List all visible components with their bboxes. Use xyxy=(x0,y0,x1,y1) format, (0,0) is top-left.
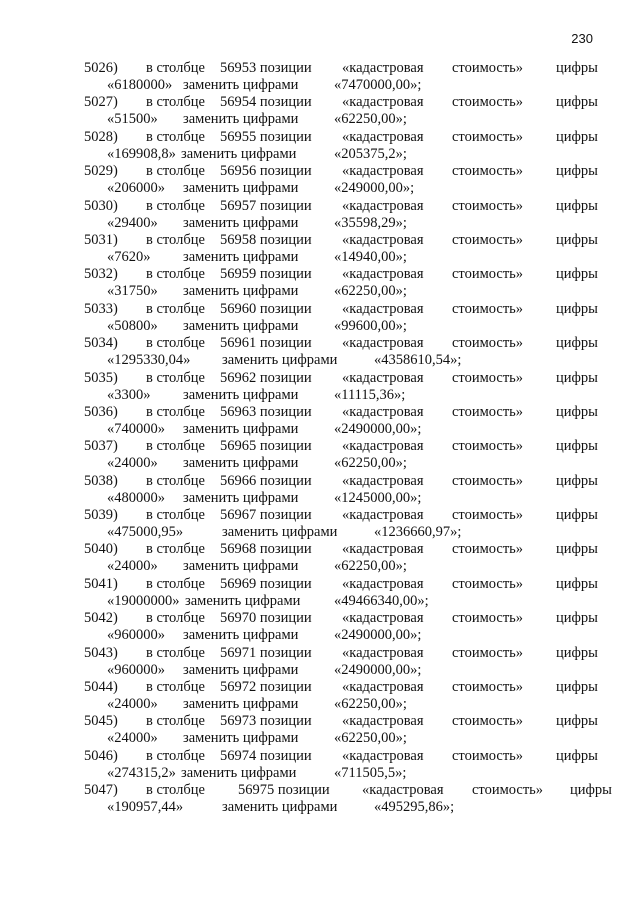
stoimost-text: стоимость» xyxy=(452,610,524,627)
position-text: 56962 позиции xyxy=(220,369,312,386)
replace-text: заменить цифрами xyxy=(185,592,301,609)
replace-text: заменить цифрами xyxy=(183,558,299,575)
amendment-entry xyxy=(0,679,640,713)
stoimost-text: стоимость» xyxy=(452,300,524,317)
old-value: «190957,44» xyxy=(107,799,184,816)
entry-number: 5034) xyxy=(84,335,118,352)
cifry-text: цифры xyxy=(556,472,598,489)
replace-text: заменить цифрами xyxy=(181,764,297,781)
entry-number: 5042) xyxy=(84,610,118,627)
position-text: 56967 позиции xyxy=(220,507,312,524)
kadastrovaya-text: «кадастровая xyxy=(342,266,424,283)
cifry-text: цифры xyxy=(570,782,612,799)
in-column-text: в столбце xyxy=(146,644,205,661)
stoimost-text: стоимость» xyxy=(452,644,524,661)
stoimost-text: стоимость» xyxy=(452,369,524,386)
old-value: «50800» xyxy=(107,317,158,334)
cifry-text: цифры xyxy=(556,94,598,111)
cifry-text: цифры xyxy=(556,369,598,386)
in-column-text: в столбце xyxy=(146,197,205,214)
cifry-text: цифры xyxy=(556,300,598,317)
entry-number: 5033) xyxy=(84,300,118,317)
cifry-text: цифры xyxy=(556,60,598,76)
in-column-text: в столбце xyxy=(146,369,205,386)
amendment-entry xyxy=(0,473,640,507)
stoimost-text: стоимость» xyxy=(452,507,524,524)
in-column-text: в столбце xyxy=(146,782,205,799)
entry-number: 5041) xyxy=(84,575,118,592)
old-value: «24000» xyxy=(107,455,158,472)
cifry-text: цифры xyxy=(556,163,598,180)
cifry-text: цифры xyxy=(556,679,598,696)
amendment-entry xyxy=(0,404,640,438)
in-column-text: в столбце xyxy=(146,266,205,283)
kadastrovaya-text: «кадастровая xyxy=(342,300,424,317)
amendment-entry xyxy=(0,645,640,679)
kadastrovaya-text: «кадастровая xyxy=(342,507,424,524)
entry-number: 5045) xyxy=(84,713,118,730)
kadastrovaya-text: «кадастровая xyxy=(342,231,424,248)
amendment-entry xyxy=(0,370,640,404)
amendment-list xyxy=(0,60,640,817)
kadastrovaya-text: «кадастровая xyxy=(342,403,424,420)
old-value: «3300» xyxy=(107,386,151,403)
new-value: «2490000,00»; xyxy=(334,420,422,437)
old-value: «960000» xyxy=(107,627,165,644)
new-value: «49466340,00»; xyxy=(334,592,429,609)
old-value: «7620» xyxy=(107,248,151,265)
kadastrovaya-text: «кадастровая xyxy=(342,679,424,696)
amendment-entry xyxy=(0,129,640,163)
new-value: «4358610,54»; xyxy=(374,352,462,369)
amendment-entry xyxy=(0,438,640,472)
replace-text: заменить цифрами xyxy=(222,524,338,541)
position-text: 56958 позиции xyxy=(220,231,312,248)
entry-number: 5027) xyxy=(84,94,118,111)
cifry-text: цифры xyxy=(556,541,598,558)
position-text: 56968 позиции xyxy=(220,541,312,558)
replace-text: заменить цифрами xyxy=(181,145,297,162)
old-value: «24000» xyxy=(107,730,158,747)
page-number: 230 xyxy=(571,31,593,46)
in-column-text: в столбце xyxy=(146,94,205,111)
position-text: 56975 позиции xyxy=(238,782,330,799)
old-value: «480000» xyxy=(107,489,165,506)
old-value: «6180000» xyxy=(107,77,173,93)
kadastrovaya-text: «кадастровая xyxy=(342,472,424,489)
replace-text: заменить цифрами xyxy=(183,627,299,644)
old-value: «29400» xyxy=(107,214,158,231)
new-value: «2490000,00»; xyxy=(334,661,422,678)
amendment-entry xyxy=(0,163,640,197)
replace-text: заменить цифрами xyxy=(183,386,299,403)
amendment-entry xyxy=(0,266,640,300)
stoimost-text: стоимость» xyxy=(452,163,524,180)
new-value: «711505,5»; xyxy=(334,764,407,781)
cifry-text: цифры xyxy=(556,644,598,661)
in-column-text: в столбце xyxy=(146,335,205,352)
replace-text: заменить цифрами xyxy=(183,455,299,472)
entry-number: 5039) xyxy=(84,507,118,524)
stoimost-text: стоимость» xyxy=(452,575,524,592)
kadastrovaya-text: «кадастровая xyxy=(342,94,424,111)
entry-number: 5031) xyxy=(84,231,118,248)
kadastrovaya-text: «кадастровая xyxy=(342,335,424,352)
in-column-text: в столбце xyxy=(146,163,205,180)
entry-number: 5044) xyxy=(84,679,118,696)
replace-text: заменить цифрами xyxy=(183,730,299,747)
entry-number: 5047) xyxy=(84,782,118,799)
stoimost-text: стоимость» xyxy=(452,335,524,352)
cifry-text: цифры xyxy=(556,335,598,352)
stoimost-text: стоимость» xyxy=(452,266,524,283)
new-value: «62250,00»; xyxy=(334,455,407,472)
kadastrovaya-text: «кадастровая xyxy=(342,197,424,214)
amendment-entry xyxy=(0,541,640,575)
amendment-entry xyxy=(0,94,640,128)
amendment-entry xyxy=(0,713,640,747)
new-value: «99600,00»; xyxy=(334,317,407,334)
in-column-text: в столбце xyxy=(146,438,205,455)
cifry-text: цифры xyxy=(556,128,598,145)
new-value: «7470000,00»; xyxy=(334,77,422,93)
position-text: 56957 позиции xyxy=(220,197,312,214)
cifry-text: цифры xyxy=(556,507,598,524)
old-value: «51500» xyxy=(107,111,158,128)
amendment-entry xyxy=(0,782,640,816)
replace-text: заменить цифрами xyxy=(183,489,299,506)
in-column-text: в столбце xyxy=(146,747,205,764)
stoimost-text: стоимость» xyxy=(472,782,544,799)
cifry-text: цифры xyxy=(556,197,598,214)
old-value: «740000» xyxy=(107,420,165,437)
cifry-text: цифры xyxy=(556,438,598,455)
old-value: «24000» xyxy=(107,696,158,713)
old-value: «24000» xyxy=(107,558,158,575)
cifry-text: цифры xyxy=(556,713,598,730)
old-value: «960000» xyxy=(107,661,165,678)
in-column-text: в столбце xyxy=(146,610,205,627)
in-column-text: в столбце xyxy=(146,472,205,489)
new-value: «62250,00»; xyxy=(334,283,407,300)
cifry-text: цифры xyxy=(556,747,598,764)
in-column-text: в столбце xyxy=(146,60,205,76)
replace-text: заменить цифрами xyxy=(222,352,338,369)
position-text: 56953 позиции xyxy=(220,60,312,76)
kadastrovaya-text: «кадастровая xyxy=(342,610,424,627)
new-value: «11115,36»; xyxy=(334,386,406,403)
kadastrovaya-text: «кадастровая xyxy=(342,163,424,180)
amendment-entry xyxy=(0,748,640,782)
new-value: «62250,00»; xyxy=(334,730,407,747)
cifry-text: цифры xyxy=(556,610,598,627)
stoimost-text: стоимость» xyxy=(452,747,524,764)
entry-number: 5029) xyxy=(84,163,118,180)
cifry-text: цифры xyxy=(556,575,598,592)
kadastrovaya-text: «кадастровая xyxy=(342,541,424,558)
stoimost-text: стоимость» xyxy=(452,472,524,489)
kadastrovaya-text: «кадастровая xyxy=(342,438,424,455)
kadastrovaya-text: «кадастровая xyxy=(342,60,424,76)
position-text: 56963 позиции xyxy=(220,403,312,420)
kadastrovaya-text: «кадастровая xyxy=(342,128,424,145)
in-column-text: в столбце xyxy=(146,300,205,317)
stoimost-text: стоимость» xyxy=(452,713,524,730)
entry-number: 5030) xyxy=(84,197,118,214)
new-value: «205375,2»; xyxy=(334,145,407,162)
kadastrovaya-text: «кадастровая xyxy=(342,644,424,661)
entry-number: 5043) xyxy=(84,644,118,661)
entry-number: 5038) xyxy=(84,472,118,489)
entry-number: 5032) xyxy=(84,266,118,283)
position-text: 56955 позиции xyxy=(220,128,312,145)
cifry-text: цифры xyxy=(556,403,598,420)
entry-number: 5046) xyxy=(84,747,118,764)
stoimost-text: стоимость» xyxy=(452,679,524,696)
old-value: «19000000» xyxy=(107,592,180,609)
old-value: «475000,95» xyxy=(107,524,184,541)
old-value: «169908,8» xyxy=(107,145,176,162)
position-text: 56973 позиции xyxy=(220,713,312,730)
replace-text: заменить цифрами xyxy=(183,317,299,334)
position-text: 56960 позиции xyxy=(220,300,312,317)
new-value: «1236660,97»; xyxy=(374,524,462,541)
amendment-entry xyxy=(0,335,640,369)
in-column-text: в столбце xyxy=(146,713,205,730)
cifry-text: цифры xyxy=(556,266,598,283)
old-value: «31750» xyxy=(107,283,158,300)
replace-text: заменить цифрами xyxy=(183,214,299,231)
entry-number: 5026) xyxy=(84,60,118,76)
new-value: «62250,00»; xyxy=(334,696,407,713)
kadastrovaya-text: «кадастровая xyxy=(342,747,424,764)
replace-text: заменить цифрами xyxy=(183,77,299,93)
amendment-entry xyxy=(0,232,640,266)
amendment-entry xyxy=(0,198,640,232)
in-column-text: в столбце xyxy=(146,575,205,592)
new-value: «495295,86»; xyxy=(374,799,455,816)
in-column-text: в столбце xyxy=(146,507,205,524)
replace-text: заменить цифрами xyxy=(183,180,299,197)
new-value: «62250,00»; xyxy=(334,558,407,575)
in-column-text: в столбце xyxy=(146,541,205,558)
amendment-entry xyxy=(0,301,640,335)
position-text: 56959 позиции xyxy=(220,266,312,283)
amendment-entry xyxy=(0,610,640,644)
in-column-text: в столбце xyxy=(146,231,205,248)
position-text: 56971 позиции xyxy=(220,644,312,661)
entry-number: 5035) xyxy=(84,369,118,386)
stoimost-text: стоимость» xyxy=(452,403,524,420)
position-text: 56974 позиции xyxy=(220,747,312,764)
entry-number: 5028) xyxy=(84,128,118,145)
kadastrovaya-text: «кадастровая xyxy=(342,713,424,730)
kadastrovaya-text: «кадастровая xyxy=(342,575,424,592)
position-text: 56966 позиции xyxy=(220,472,312,489)
replace-text: заменить цифрами xyxy=(183,696,299,713)
new-value: «249000,00»; xyxy=(334,180,415,197)
amendment-entry xyxy=(0,60,640,94)
new-value: «62250,00»; xyxy=(334,111,407,128)
new-value: «35598,29»; xyxy=(334,214,407,231)
cifry-text: цифры xyxy=(556,231,598,248)
old-value: «274315,2» xyxy=(107,764,176,781)
in-column-text: в столбце xyxy=(146,403,205,420)
replace-text: заменить цифрами xyxy=(183,420,299,437)
replace-text: заменить цифрами xyxy=(183,248,299,265)
replace-text: заменить цифрами xyxy=(222,799,338,816)
stoimost-text: стоимость» xyxy=(452,197,524,214)
entry-number: 5036) xyxy=(84,403,118,420)
position-text: 56956 позиции xyxy=(220,163,312,180)
replace-text: заменить цифрами xyxy=(183,661,299,678)
stoimost-text: стоимость» xyxy=(452,128,524,145)
new-value: «1245000,00»; xyxy=(334,489,422,506)
stoimost-text: стоимость» xyxy=(452,94,524,111)
kadastrovaya-text: «кадастровая xyxy=(342,369,424,386)
replace-text: заменить цифрами xyxy=(183,283,299,300)
stoimost-text: стоимость» xyxy=(452,438,524,455)
stoimost-text: стоимость» xyxy=(452,231,524,248)
entry-number: 5037) xyxy=(84,438,118,455)
position-text: 56961 позиции xyxy=(220,335,312,352)
kadastrovaya-text: «кадастровая xyxy=(362,782,444,799)
new-value: «2490000,00»; xyxy=(334,627,422,644)
amendment-entry xyxy=(0,576,640,610)
position-text: 56970 позиции xyxy=(220,610,312,627)
in-column-text: в столбце xyxy=(146,128,205,145)
position-text: 56969 позиции xyxy=(220,575,312,592)
old-value: «206000» xyxy=(107,180,165,197)
position-text: 56965 позиции xyxy=(220,438,312,455)
new-value: «14940,00»; xyxy=(334,248,407,265)
stoimost-text: стоимость» xyxy=(452,541,524,558)
entry-number: 5040) xyxy=(84,541,118,558)
in-column-text: в столбце xyxy=(146,679,205,696)
position-text: 56972 позиции xyxy=(220,679,312,696)
old-value: «1295330,04» xyxy=(107,352,191,369)
position-text: 56954 позиции xyxy=(220,94,312,111)
amendment-entry xyxy=(0,507,640,541)
replace-text: заменить цифрами xyxy=(183,111,299,128)
stoimost-text: стоимость» xyxy=(452,60,524,76)
